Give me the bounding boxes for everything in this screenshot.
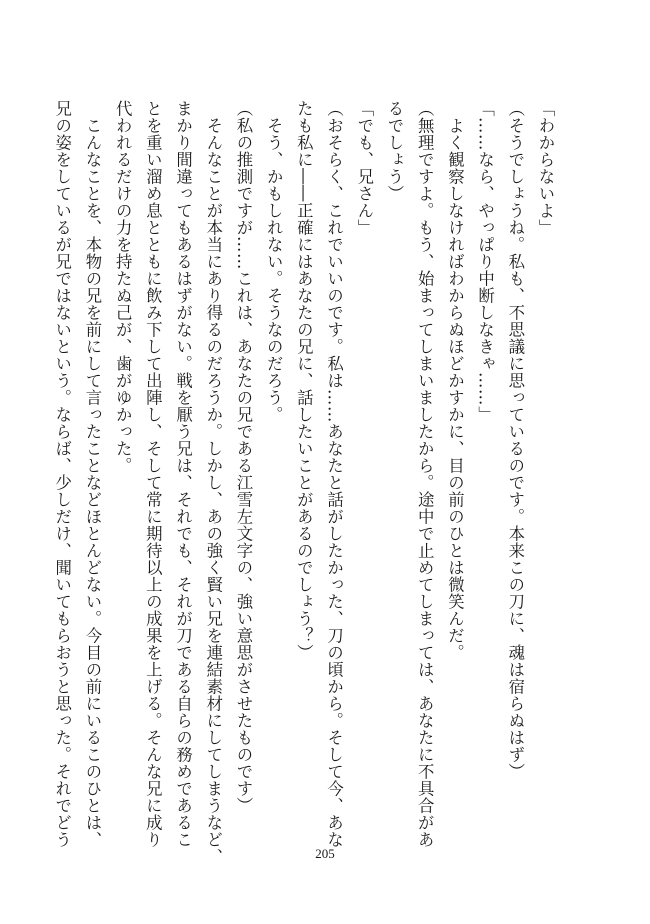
text-line: そう、かもしれない。そうなのだろう。 bbox=[264, 100, 284, 423]
text-line: （私の推測ですが……これは、あなたの兄である江雪左文字の、強い意思がさせたものです） bbox=[233, 100, 253, 814]
text-line: 兄の姿をしているが兄ではないという。ならば、少しだけ、聞いてもらおうと思った。それでどう bbox=[52, 100, 72, 848]
text-line: 代われるだけの力を持たぬ己が、歯がゆかった。 bbox=[113, 100, 133, 474]
text-line: るでしょう） bbox=[384, 100, 404, 202]
text-line: （そうでしょうね。私も、不思議に思っているのです。本来この刀に、魂は宿らぬはず） bbox=[505, 100, 525, 780]
text-line: （おそらく、これでいいのです。私は……あなたと話がしたかった、刀の頃から。そして今、あな bbox=[324, 100, 344, 848]
text-line: 「でも、兄さん」 bbox=[354, 100, 374, 236]
text-line: まかり間違ってもあるはずがない。戦を厭う兄は、それでも、それが刀である自らの務めであるこ bbox=[173, 100, 193, 848]
text-line: 「……なら、やっぱり中断しなきゃ……」 bbox=[475, 100, 495, 423]
text-line: そんなことが本当にあり得るのだろうか。しかし、あの強く賢い兄を連結素材にしてしまうなど、 bbox=[203, 100, 223, 865]
text-line: こんなことを、本物の兄を前にして言ったことなどほとんどない。今目の前にいるこのひとは、 bbox=[82, 100, 102, 848]
text-line: （無理ですよ。もう、始まってしまいましたから。途中で止めてしまっては、あなたに不具合があ bbox=[415, 100, 435, 848]
text-line: とを重い溜め息とともに飲み下して出陣し、そして常に期待以上の成果を上げる。そんな兄に成り bbox=[143, 100, 163, 848]
text-line: たも私に――正確にはあなたの兄に、話したいことがあるのでしょう？） bbox=[294, 100, 314, 661]
text-line: よく観察しなければわからぬほどかすかに、目の前のひとは微笑んだ。 bbox=[445, 100, 465, 661]
page-number: 205 bbox=[315, 846, 335, 861]
text-line: 「わからないよ」 bbox=[536, 100, 555, 236]
